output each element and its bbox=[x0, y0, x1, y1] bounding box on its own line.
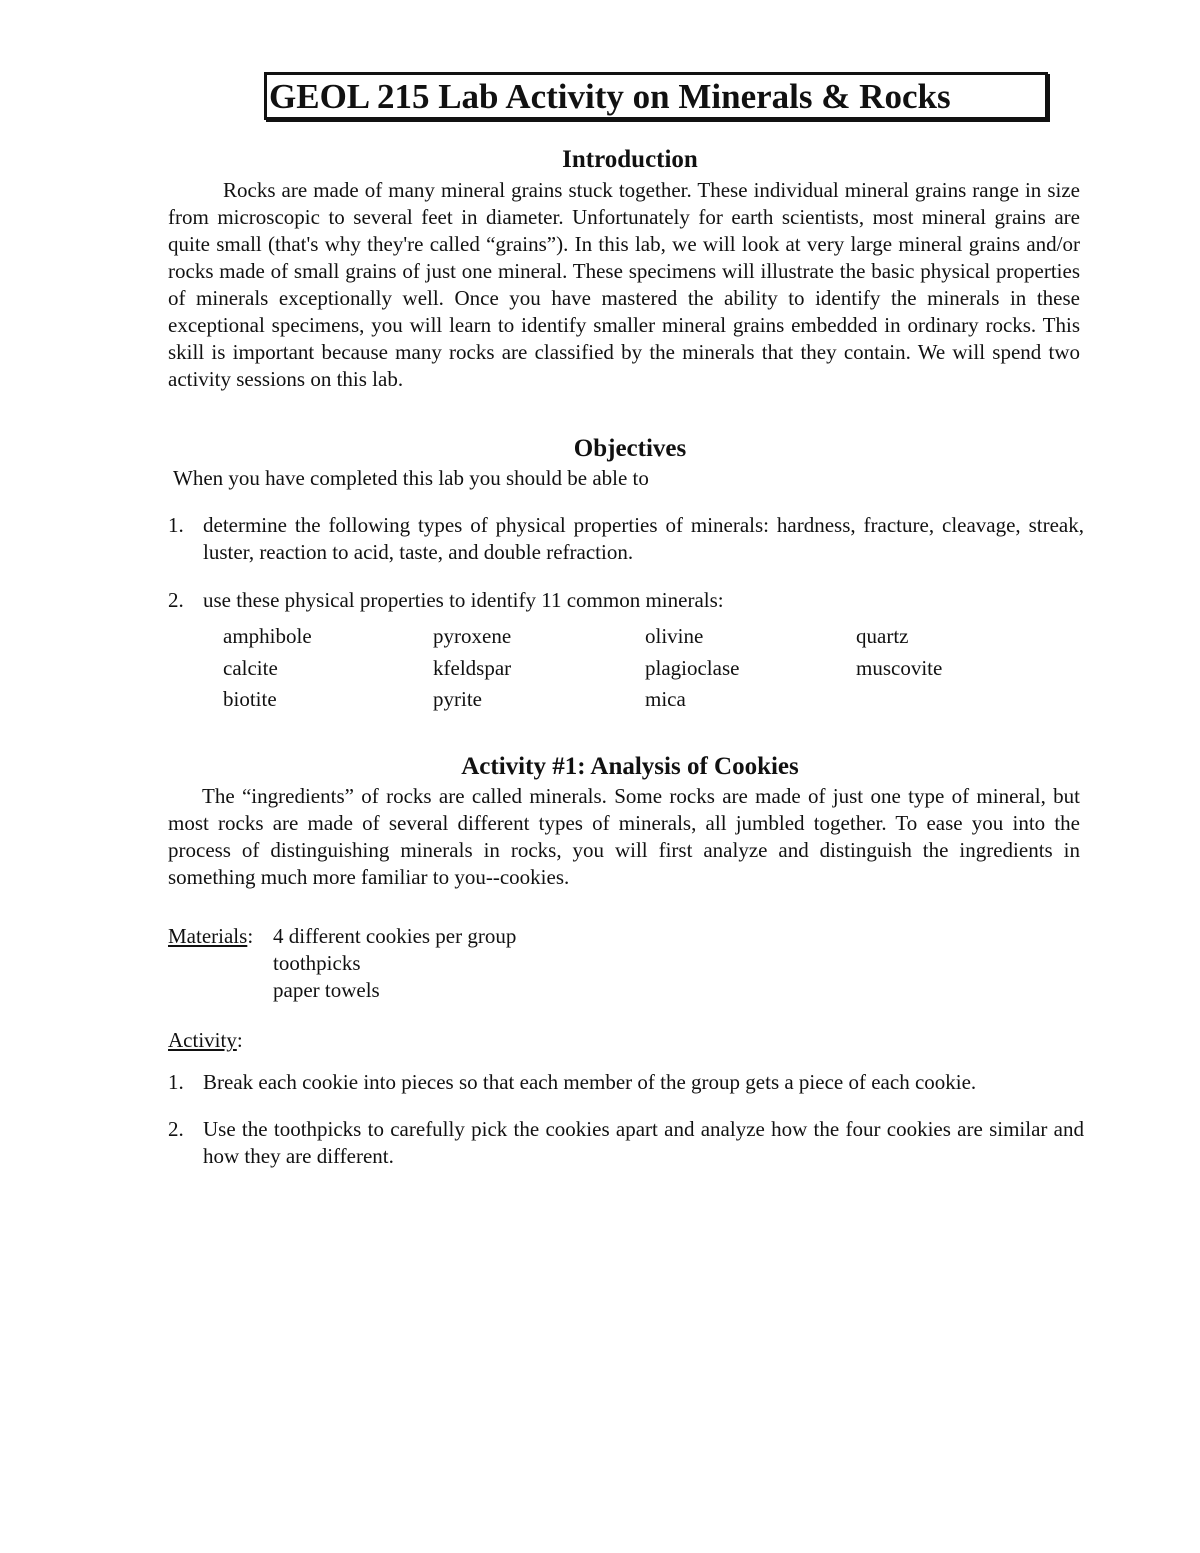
introduction-heading: Introduction bbox=[562, 146, 698, 173]
activity-colon: : bbox=[236, 1028, 243, 1052]
activity1-heading: Activity #1: Analysis of Cookies bbox=[461, 753, 799, 780]
step-number: 2. bbox=[168, 1117, 184, 1141]
materials-item: toothpicks bbox=[273, 951, 361, 975]
title-box bbox=[264, 72, 1048, 120]
mineral-item: amphibole bbox=[223, 624, 312, 648]
document-title: GEOL 215 Lab Activity on Minerals & Rocks bbox=[269, 77, 951, 116]
mineral-item: pyroxene bbox=[433, 624, 512, 648]
objective-text: determine the following types of physical properties of minerals: hardness, fracture, cleavage, streak, luster, reaction to acid, taste, and double refraction. bbox=[203, 513, 1084, 564]
materials-colon: : bbox=[247, 924, 254, 948]
activity-label: Activity bbox=[168, 1028, 237, 1052]
step-text: Use the toothpicks to carefully pick the cookies apart and analyze how the four cookies are similar and how they are different. bbox=[203, 1117, 1084, 1168]
activity-label-line bbox=[168, 1027, 243, 1054]
mineral-item: kfeldspar bbox=[433, 656, 512, 680]
objective-number: 2. bbox=[168, 588, 184, 612]
objectives-heading: Objectives bbox=[573, 435, 687, 462]
materials-label: Materials bbox=[168, 924, 248, 948]
materials-item: paper towels bbox=[273, 978, 380, 1002]
mineral-item: pyrite bbox=[433, 687, 482, 711]
mineral-item: olivine bbox=[645, 624, 704, 648]
materials-item: 4 different cookies per group bbox=[273, 924, 517, 948]
activity-step-1 bbox=[168, 1069, 1084, 1096]
objective-number: 1. bbox=[168, 513, 184, 537]
mineral-item: plagioclase bbox=[645, 656, 740, 680]
materials-label-line bbox=[168, 923, 253, 950]
activity1-paragraph: The “ingredients” of rocks are called minerals. Some rocks are made of just one type of mineral, but most rocks are made of several different types of minerals, all jumbled together. To ease you into the process of distinguishing minerals in rocks, you will first analyze and distinguish the ingredients in something much more familiar to you--cookies. bbox=[168, 784, 1080, 889]
step-number: 1. bbox=[168, 1070, 184, 1094]
objective-text: use these physical properties to identify 11 common minerals: bbox=[203, 588, 724, 612]
mineral-item: calcite bbox=[223, 656, 278, 680]
step-text: Break each cookie into pieces so that each member of the group gets a piece of each cookie. bbox=[203, 1070, 977, 1094]
objective-item-2 bbox=[168, 587, 1084, 614]
objectives-lead: When you have completed this lab you should be able to bbox=[173, 466, 649, 490]
mineral-item: mica bbox=[645, 687, 686, 711]
activity-step-2 bbox=[168, 1116, 1084, 1170]
mineral-item: quartz bbox=[856, 624, 909, 648]
objective-item-1 bbox=[168, 512, 1084, 566]
introduction-paragraph: Rocks are made of many mineral grains stuck together. These individual mineral grains range in size from microscopic to several feet in diameter. Unfortunately for earth scientists, most mineral grains are quite small (that's why they're called “grains”). In this lab, we will look at very large mineral grains and/or rocks made of small grains of just one mineral. These specimens will illustrate the basic physical properties of minerals exceptionally well. Once you have mastered the ability to identify the minerals in these exceptional specimens, you will learn to identify smaller mineral grains embedded in ordinary rocks. This skill is important because many rocks are classified by the minerals that they contain. We will spend two activity sessions on this lab. bbox=[168, 178, 1080, 391]
mineral-item: biotite bbox=[223, 687, 277, 711]
mineral-item: muscovite bbox=[856, 656, 943, 680]
